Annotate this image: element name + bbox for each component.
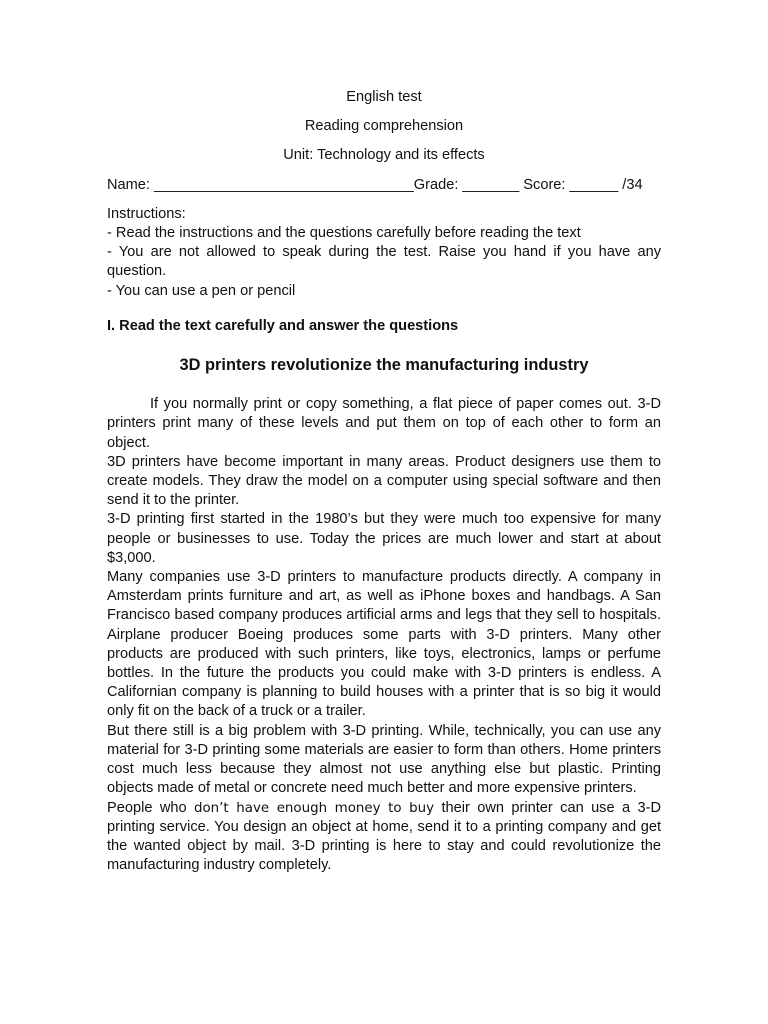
instruction-item: - You are not allowed to speak during the test. Raise you hand if you have any question. [107,244,661,280]
unit-heading: Unit: Technology and its effects [283,147,485,164]
instruction-item: - You can use a pen or pencil [107,282,296,299]
test-page [107,88,661,875]
paragraph-text: People who [107,799,194,816]
instructions-block [107,205,661,301]
article-paragraph-last [107,799,661,876]
paragraph-text-alt-font: don’t have enough money to buy [193,800,435,816]
article-paragraph: 3-D printing first started in the 1980’s but they were much too expensive for many people or businesses to use. Today the prices are much lower and start at about $3,000. [107,511,661,566]
article-body [107,395,661,875]
article-paragraph: But there still is a big problem with 3-D printing. While, technically, you can use any material for 3-D printing some materials are easier to form than others. Home printers cost much less because they almost not use anything else but plastic. Printing objects made of metal or concrete need much better and more expensive printers. [107,722,661,797]
test-subject-heading: Reading comprehension [304,118,464,135]
instruction-item: - Read the instructions and the questions carefully before reading the text [107,225,581,242]
article-paragraph: Many companies use 3-D printers to manufacture products directly. A company in Amsterdam prints furniture and art, as well as iPhone boxes and handbags. A San Francisco based company produces artificial arms and legs that they sell to hospitals. Airplane producer Boeing produces some parts with 3-D printers. Many other products are produced with such printers, like toys, electronics, lamps or perfume bottles. In the future the products you could make with 3-D printers is endless. A Californian company is planning to build houses with a printer that is so big it would only fit on the back of a truck or a trailer. [107,569,661,720]
article-title: 3D printers revolutionize the manufacturing industry [179,356,589,375]
article-paragraph: If you normally print or copy something, a flat piece of paper comes out. 3-D printers print many of these levels and put them on top of each other to form an object. [107,396,661,451]
test-type-heading: English test [346,89,422,105]
instructions-label: Instructions: [107,205,186,222]
paragraph-text: their own printer can use a 3-D printing service. You design an object at home, send it to a printing company and get the wanted object by mail. 3-D printing is here to stay and could revolutionize the manufacturing industry completely. [107,799,661,874]
section-heading: I. Read the text carefully and answer the questions [107,317,459,334]
article-paragraph: 3D printers have become important in many areas. Product designers use them to create models. They draw the model on a computer using special software and then send it to the printer. [107,453,661,509]
student-info-line: Name: ________________________________Grade: _______ Score: ______ /34 [107,176,643,193]
